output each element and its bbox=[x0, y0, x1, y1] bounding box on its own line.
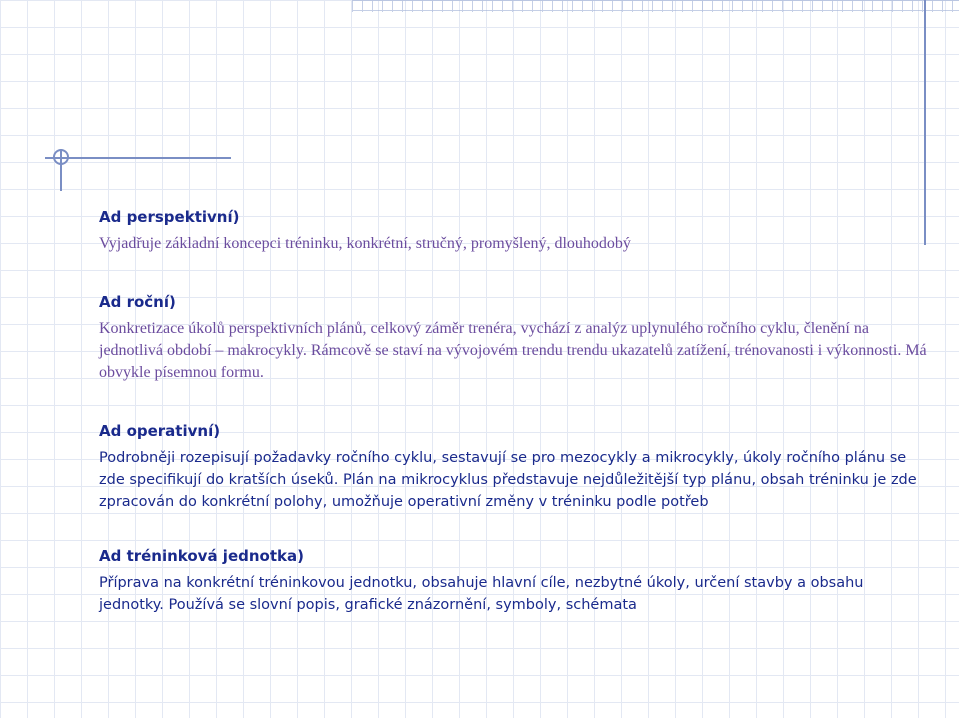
section-perspective bbox=[99, 206, 929, 255]
decorative-horizontal-line bbox=[45, 157, 231, 159]
section-operative bbox=[99, 420, 929, 513]
section-training-unit bbox=[99, 545, 929, 616]
section-text: Vyjadřuje základní koncepci tréninku, konkrétní, stručný, promyšlený, dlouhodobý bbox=[99, 235, 631, 252]
section-text: Příprava na konkrétní tréninkovou jednotku, obsahuje hlavní cíle, nezbytné úkoly, určení stavby a obsahu jednotky. Používá se slovní popis, grafické znázornění, symboly, schémata bbox=[99, 575, 864, 613]
decorative-grid-strip bbox=[352, 0, 959, 12]
section-text: Podrobněji rozepisují požadavky ročního cyklu, sestavují se pro mezocykly a mikrocykly, úkoly ročního plánu se zde specifikují do kratších úseků. Plán na mikrocyklus představuje nejdůležitější typ plánu, obsah tréninku je zde zpracován do konkrétní polohy, umožňuje operativní změny v tréninku podle potřeb bbox=[99, 450, 917, 510]
section-text: Konkretizace úkolů perspektivních plánů, celkový záměr trenéra, vychází z analýz uplynulého ročního cyklu, členění na jednotlivá období – makrocykly. Rámcově se staví na vývojovém trendu trendu ukazatelů zatížení, trénovanosti i výkonnosti. Má obvykle písemnou formu. bbox=[99, 320, 927, 381]
slide-content bbox=[99, 206, 929, 638]
section-heading: Ad roční) bbox=[99, 293, 176, 311]
decorative-short-vertical-line bbox=[60, 149, 62, 191]
section-heading: Ad tréninková jednotka) bbox=[99, 547, 304, 565]
section-heading: Ad perspektivní) bbox=[99, 208, 240, 226]
section-heading: Ad operativní) bbox=[99, 422, 221, 440]
section-annual bbox=[99, 291, 929, 384]
